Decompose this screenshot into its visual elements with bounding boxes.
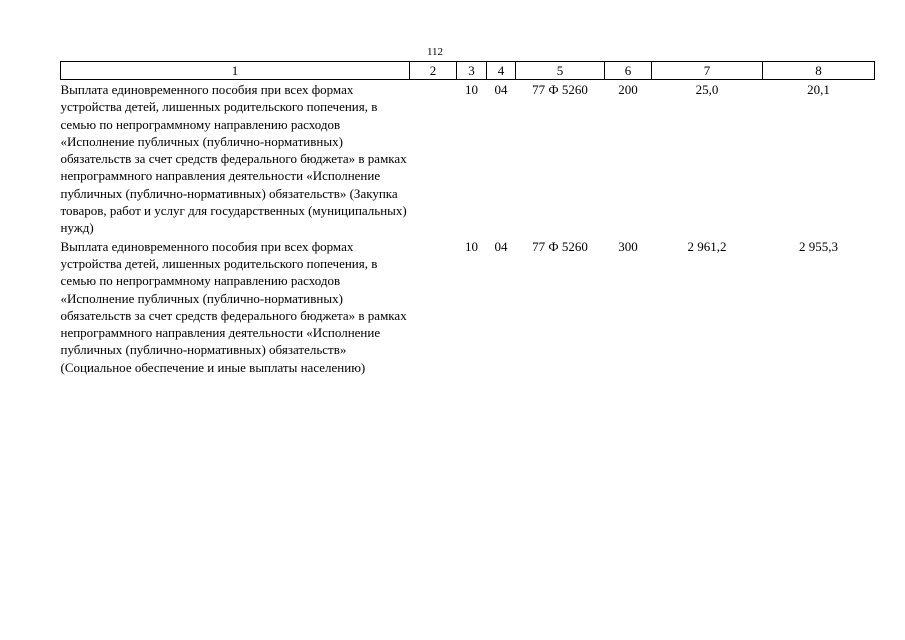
- row-section: 10: [465, 238, 478, 254]
- row-expense-type: 300: [618, 238, 638, 254]
- column-header-8: 8: [763, 62, 875, 80]
- column-header-6: 6: [605, 62, 652, 80]
- table-row: [61, 80, 875, 237]
- column-header-5: 5: [516, 62, 605, 80]
- table-row: [61, 237, 875, 376]
- column-header-3: 3: [457, 62, 487, 80]
- column-header-2: 2: [410, 62, 457, 80]
- column-header-4: 4: [487, 62, 516, 80]
- row-target-code: 77 Ф 5260: [532, 82, 588, 97]
- row-amount-executed: 2 955,3: [799, 238, 838, 254]
- row-description: Выплата единовременного пособия при всех формах устройства детей, лишенных родительского попечения, в семью по непрограммному направлению расходов «Исполнение публичных (публично-нормативных) обязательств за счет средств федерального бюджета» в рамках непрограммного направления деятельности «Исполнение публичных (публично-нормативных) обязательств» (Закупка товаров, работ и услуг для государственных (муниципальных) нужд): [60, 82, 407, 236]
- column-header-1: 1: [61, 62, 410, 80]
- row-target-code: 77 Ф 5260: [532, 238, 588, 254]
- header-row: [61, 62, 875, 80]
- row-description: Выплата единовременного пособия при всех формах устройства детей, лишенных родительского попечения, в семью по непрограммному направлению расходов «Исполнение публичных (публично-нормативных) обязательств за счет средств федерального бюджета» в рамках непрограммного направления деятельности «Исполнение публичных (публично-нормативных) обязательств» (Социальное обеспечение и иные выплаты населению): [60, 238, 407, 375]
- row-subsection: 04: [494, 82, 508, 97]
- page-number: 112: [426, 46, 444, 58]
- row-section: 10: [465, 82, 478, 97]
- column-header-7: 7: [652, 62, 763, 80]
- row-subsection: 04: [494, 238, 508, 254]
- row-amount-planned: 2 961,2: [687, 238, 727, 254]
- row-amount-planned: 25,0: [695, 82, 719, 97]
- budget-table: [60, 61, 875, 376]
- row-col2: [410, 237, 457, 376]
- row-expense-type: 200: [618, 82, 638, 97]
- row-col2: [410, 80, 457, 237]
- row-amount-executed: 20,1: [807, 82, 830, 97]
